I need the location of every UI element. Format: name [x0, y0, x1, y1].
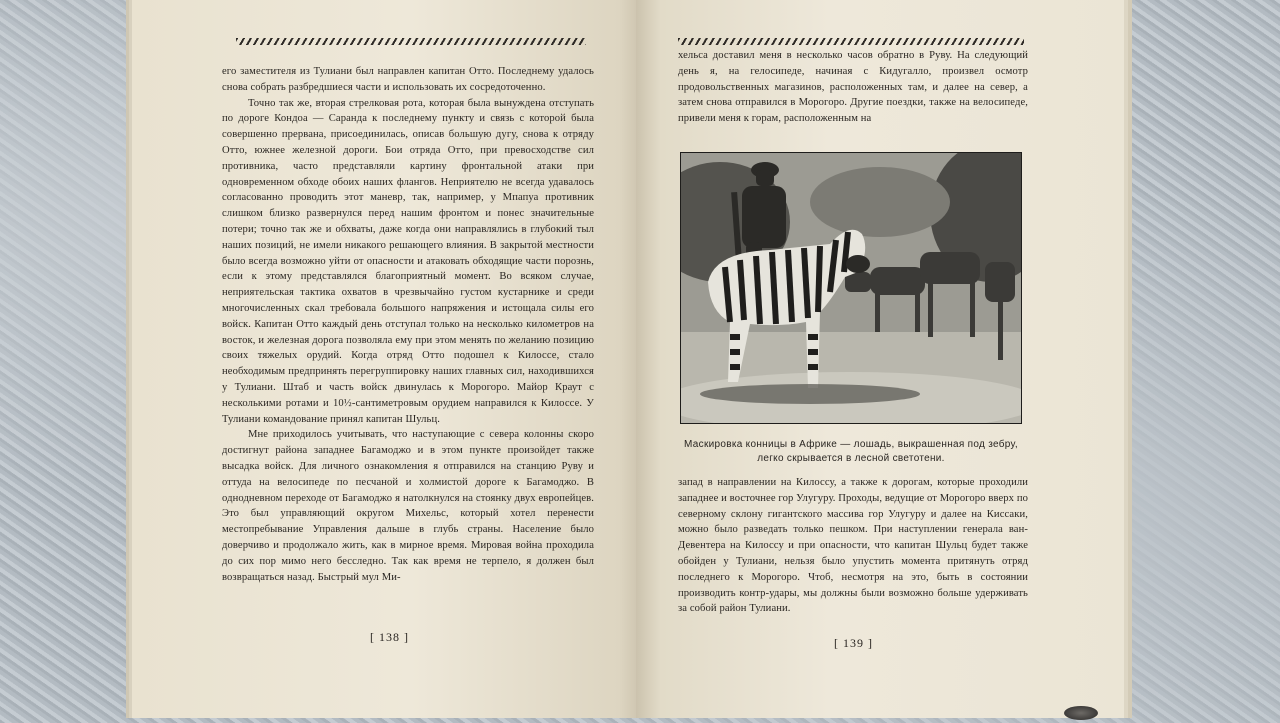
right-page-top-text — [678, 48, 1028, 127]
right-page-number: [ 139 ] — [834, 636, 873, 650]
left-page-text — [222, 64, 594, 585]
right-page-bottom-text — [678, 475, 1028, 617]
left-page — [132, 0, 640, 718]
left-page-number: [ 138 ] — [370, 630, 409, 644]
photo-caption — [680, 438, 1022, 466]
photo-illustration — [680, 152, 1022, 424]
right-paragraph-bottom: запад в направлении на Килоссу, а также к дорогам, которые проходили западнее и восточнее гор Улугуру. Проходы, ведущие от Морогоро вверх по северному склону гигантского массива гор Улугуру и далее на Киссаки, можно было разведать только пешком. При наступлении генерала ван-Девентера на Килоссу и при опасности, что капитан Шульц будет также обойден у Тулиани, нельзя было упустить момента притянуть отряд последнего к Морогоро. Чтоб, несмотря на это, быть в состоянии производить контр-удары, мы должны были возможно больше удерживать за собой район Тулиани. — [678, 477, 1028, 615]
header-ornament-rule — [678, 38, 1024, 45]
left-paragraph-2: Точно так же, вторая стрелковая рота, которая была вынуждена отступать по дороге Кондоа — Саранда к последнему пункту и связь с которой была совершенно прервана, присоединилась, описав большую дугу, снова к отряду Отто, южнее железной дороги. Бои отряда Отто, при превосходстве сил противника, часто представляли картину фронтальной атаки при одновременном обходе обоих наших флангов. Неприятелю не всегда удавалось согласованно проводить этот маневр, так, например, у Мпапуа противник слишком близко развернулся перед нашим фронтом и понес значительные потери; точно так же и обхваты, даже когда они направлялись в глубокий тыл наших позиций, не имели никакого решающего влияния. В закрытой местности было всегда возможно уйти от опасности и атаковать обходящие части порознь, если к этому представлялся благоприятный момент. Во всяком случае, неприятельская тактика охватов в чрезвычайно густом кустарнике и среди многочисленных скал требовала большого напряжения и истощала силы его войск. Капитан Отто каждый день отступал только на несколько километров на восток, и железная дорога позволяла ему при этом менять по желанию позицию своих тяжелых орудий. Когда отряд Отто подошел к Килоссе, стало необходимым предпринять перегруппировку наших главных сил, находившихся у Тулиани. Штаб и часть войск двинулась к Морогоро. Майор Краут с несколькими ротами и 10½-сантиметровым орудием направился к Килоссе. У Тулиани командование принял капитан Шульц. — [222, 97, 594, 425]
right-page — [636, 0, 1124, 718]
binding-rivet — [1064, 706, 1098, 720]
photo-zebra-horse-rider — [680, 152, 1022, 424]
photo-caption-line-1: Маскировка конницы в Африке — лошадь, выкрашенная под зебру, — [684, 439, 1018, 450]
photo-caption-line-2: легко скрывается в лесной светотени. — [757, 453, 945, 464]
header-ornament-rule — [236, 38, 586, 45]
left-paragraph-3: Мне приходилось учитывать, что наступающие с севера колонны скоро достигнут района западнее Багамоджо и в этом пункте произойдет также высадка войск. Для личного ознакомления я отправился на станцию Руву и оттуда на велосипеде по песчаной и холмистой дороге к Багамоджо. В однодневном переходе от Багамоджо я натолкнулся на стоянку двух европейцев. Это был управляющий округом Михельс, который хотел перенести местопребывание Управления дальше в глубь страны. Население было доверчиво и продолжало жить, как в мирное время. Мировая война проходила до сих пор мимо него бесследно. Так как время не терпело, я должен был возвращаться назад. Быстрый мул Ми- — [222, 429, 594, 583]
right-paragraph-top: хельса доставил меня в несколько часов обратно в Руву. На следующий день я, на гелосипеде, начиная с Кидугалло, произвел осмотр продовольственных магазинов, расположенных там, и далее на север, а затем снова отправился в Морогоро. Другие поездки, также на велосипеде, привели меня к горам, расположенным на — [678, 50, 1028, 125]
left-paragraph-1: его заместителя из Тулиани был направлен капитан Отто. Последнему удалось снова собрать разбредшиеся части и использовать их сосредоточенно. — [222, 66, 594, 93]
